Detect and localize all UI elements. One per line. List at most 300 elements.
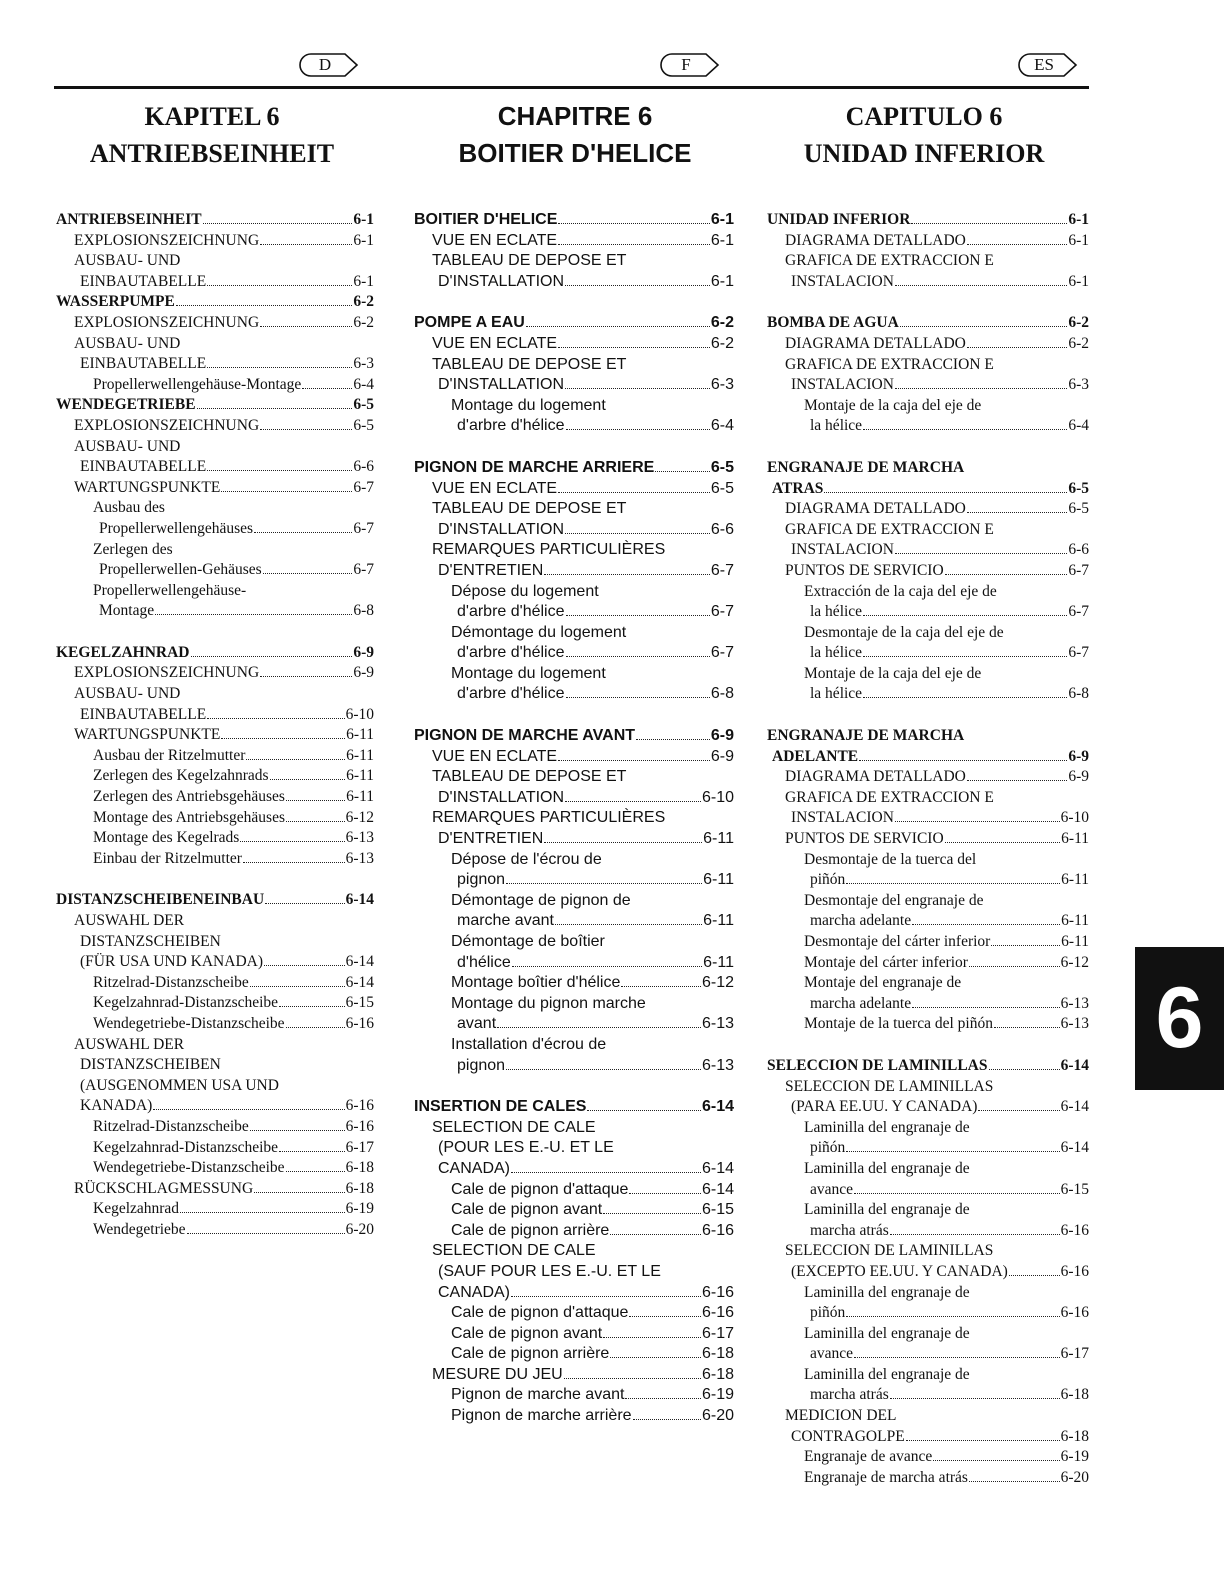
toc-entry <box>56 601 374 622</box>
section-gap <box>767 1035 1089 1056</box>
toc-entry <box>414 808 734 829</box>
toc-entry-page: 6-10 <box>345 705 374 723</box>
toc-entry-title: DISTANZSCHEIBENEINBAU <box>56 891 265 909</box>
toc-entry-title: REMARQUES PARTICULIÈRES <box>432 809 666 827</box>
toc-entry-title: Démontage du logement <box>451 623 627 641</box>
toc-entry-title: Wendegetriebe-Distanzscheibe <box>93 1159 285 1177</box>
toc-entry-page: 6-5 <box>710 479 734 497</box>
toc-entry <box>56 457 374 478</box>
toc-entry-title: Cale de pignon arrière <box>451 1221 610 1239</box>
toc-entry-title: (SAUF POUR LES E.-U. ET LE <box>438 1262 661 1280</box>
toc-entry <box>414 829 734 850</box>
dot-leader <box>565 388 710 389</box>
toc-entry-title: piñón <box>810 871 846 889</box>
dot-leader <box>1009 1275 1060 1276</box>
toc-entry <box>56 313 374 334</box>
toc-entry-title: AUSWAHL DER <box>74 1035 185 1053</box>
toc-entry-title: avant <box>457 1015 497 1033</box>
dot-leader <box>566 656 710 657</box>
toc-entry <box>767 416 1089 437</box>
toc-entry-page: 6-9 <box>353 664 374 682</box>
toc-entry-title: avance <box>810 1180 854 1198</box>
section-gap <box>414 437 734 458</box>
dot-leader <box>207 367 352 368</box>
toc-entry <box>414 1262 734 1283</box>
dot-leader <box>967 347 1067 348</box>
toc-entry-title: DIAGRAMA DETALLADO <box>785 334 966 352</box>
toc-entry-title: Wendegetriebe <box>93 1220 186 1238</box>
toc-entry <box>767 1406 1089 1427</box>
toc-entry-title: marcha adelante <box>810 912 912 930</box>
dot-leader <box>153 1109 344 1110</box>
toc-entry-title: INSTALACION <box>791 376 894 394</box>
toc-entry <box>414 911 734 932</box>
toc-entry-title: PUNTOS DE SERVICIO <box>785 830 944 848</box>
toc-entry <box>414 891 734 912</box>
toc-entry-title: MESURE DU JEU <box>432 1365 563 1383</box>
toc-entry-page: 6-19 <box>701 1386 734 1404</box>
toc-entry <box>56 519 374 540</box>
toc-entry <box>414 953 734 974</box>
toc-entry <box>767 1138 1089 1159</box>
toc-entry <box>767 334 1089 355</box>
dot-leader <box>279 1006 345 1007</box>
toc-entry <box>414 479 734 500</box>
toc-entry-title: marcha atrás <box>810 1221 889 1239</box>
toc-entry-title: VUE EN ECLATE <box>432 334 558 352</box>
toc-entry <box>414 664 734 685</box>
toc-entry-page: 6-1 <box>1068 272 1089 290</box>
chapter-number: CAPITULO 6 <box>845 102 1003 131</box>
dot-leader <box>270 779 346 780</box>
dot-leader <box>633 1419 701 1420</box>
toc-entry-page: 6-2 <box>353 313 374 331</box>
toc-entry-title: Desmontaje del cárter inferior <box>804 933 991 950</box>
toc-entry <box>767 1159 1089 1180</box>
toc-entry-page: 6-18 <box>701 1365 734 1383</box>
toc-entry-page: 6-1 <box>1068 211 1089 228</box>
toc-entry-page: 6-19 <box>1060 1448 1089 1466</box>
toc-entry-title: piñón <box>810 1139 846 1157</box>
language-badge-es <box>1017 52 1079 78</box>
toc-entry-title: VUE EN ECLATE <box>432 231 558 249</box>
toc-entry <box>767 870 1089 891</box>
toc-entry <box>414 1056 734 1077</box>
toc-entry <box>56 828 374 849</box>
toc-entry <box>56 334 374 355</box>
dot-leader <box>863 656 1067 657</box>
toc-entry-title: MEDICION DEL <box>785 1407 897 1425</box>
toc-entry-title: Laminilla del engranaje de <box>804 1118 970 1136</box>
toc-section-heading <box>414 458 734 479</box>
dot-leader <box>854 1193 1060 1194</box>
toc-entry-title: CANADA) <box>438 1283 511 1301</box>
dot-leader <box>254 532 352 533</box>
toc-entry <box>414 1014 734 1035</box>
toc-entry-title: INSTALACION <box>791 541 894 559</box>
toc-entry-title: EXPLOSIONSZEICHNUNG <box>74 416 260 434</box>
dot-leader <box>260 429 352 430</box>
toc-entry-title: piñón <box>810 1304 846 1322</box>
toc-entry-title: Ritzelrad-Distanzscheibe <box>93 973 249 991</box>
toc-entry-page: 6-11 <box>703 912 734 930</box>
toc-entry-page: 6-1 <box>710 272 734 290</box>
toc-entry-page: 6-3 <box>1068 376 1089 394</box>
toc-entry-title: RÜCKSCHLAGMESSUNG <box>74 1179 254 1197</box>
toc-entry <box>767 994 1089 1015</box>
toc-entry-page: 6-8 <box>353 602 374 620</box>
toc-entry-title: KEGELZAHNRAD <box>56 643 190 661</box>
toc-entry-title: WARTUNGSPUNKTE <box>74 478 221 496</box>
toc-entry <box>414 1200 734 1221</box>
toc-entry-title: Montaje de la caja del eje de <box>804 664 982 682</box>
toc-entry-title: Montage du logement <box>451 396 606 414</box>
toc-entry-title: Dépose du logement <box>451 582 599 600</box>
dot-leader <box>846 1151 1059 1152</box>
toc-entry <box>767 684 1089 705</box>
toc-entry <box>56 1179 374 1200</box>
toc-entry-page: 6-4 <box>353 375 374 393</box>
toc-entry <box>414 994 734 1015</box>
toc-entry <box>414 1241 734 1262</box>
toc-entry-page: 6-9 <box>710 727 734 745</box>
toc-entry-title: Propellerwellen-Gehäuses <box>99 561 262 579</box>
toc-entry-title: GRAFICA DE EXTRACCION E <box>785 355 994 373</box>
toc-section-heading <box>767 313 1089 334</box>
toc-entry <box>56 1158 374 1179</box>
toc-entry-title: la hélice <box>810 685 863 703</box>
toc-entry-title: DISTANZSCHEIBEN <box>80 932 221 950</box>
toc-entry-title: D'INSTALLATION <box>438 788 565 806</box>
toc-entry <box>767 911 1089 932</box>
toc-entry <box>767 643 1089 664</box>
toc-entry-title: WASSERPUMPE <box>56 293 175 311</box>
toc-entry <box>56 1117 374 1138</box>
toc-entry <box>56 272 374 293</box>
toc-entry-title: Zerlegen des Kegelzahnrads <box>93 767 269 785</box>
toc-entry <box>56 1014 374 1035</box>
dot-leader <box>629 1316 701 1317</box>
dot-leader <box>895 388 1067 389</box>
toc-entry-page: 6-7 <box>710 561 734 579</box>
toc-entry <box>414 1138 734 1159</box>
dot-leader <box>969 966 1060 967</box>
toc-entry-page: 6-17 <box>701 1324 734 1342</box>
toc-entry-title: (PARA EE.UU. Y CANADA) <box>791 1098 978 1116</box>
language-badge-fr <box>659 52 721 78</box>
toc-entry <box>767 767 1089 788</box>
toc-entry <box>767 623 1089 644</box>
toc-entry <box>767 664 1089 685</box>
toc-entry-title: INSTALACION <box>791 809 894 827</box>
toc-column-es <box>767 210 1089 1488</box>
dot-leader <box>603 1213 701 1214</box>
toc-entry-title: Desmontaje de la tuerca del <box>804 850 977 868</box>
toc-entry-title: ATRAS <box>772 479 824 497</box>
dot-leader <box>655 471 710 472</box>
toc-entry <box>767 1344 1089 1365</box>
toc-entry <box>767 561 1089 582</box>
toc-entry-page: 6-11 <box>1061 871 1089 889</box>
toc-entry <box>767 1262 1089 1283</box>
toc-section-heading <box>56 395 374 416</box>
toc-entry-title: Engranaje de marcha atrás <box>804 1468 968 1486</box>
section-gap <box>767 437 1089 458</box>
toc-entry-title: ANTRIEBSEINHEIT <box>56 211 202 228</box>
toc-entry <box>414 850 734 871</box>
toc-entry-page: 6-7 <box>1068 561 1089 579</box>
toc-entry-page: 6-18 <box>345 1159 374 1177</box>
dot-leader <box>191 656 353 657</box>
dot-leader <box>994 1027 1060 1028</box>
dot-leader <box>863 429 1067 430</box>
toc-entry <box>414 932 734 953</box>
chapter-number: KAPITEL 6 <box>144 102 280 131</box>
dot-leader <box>967 780 1067 781</box>
dot-leader <box>912 924 1060 925</box>
toc-entry <box>414 1035 734 1056</box>
toc-entry-title: (FÜR USA UND KANADA) <box>80 953 263 971</box>
toc-entry-title: GRAFICA DE EXTRACCION E <box>785 788 994 806</box>
toc-entry-page: 6-7 <box>710 603 734 621</box>
toc-entry-title: SELECTION DE CALE <box>432 1118 596 1136</box>
chapter-title-fr <box>405 98 745 172</box>
dot-leader <box>933 1460 1059 1461</box>
toc-section-heading <box>56 210 374 231</box>
badge-label: ES <box>1034 55 1054 74</box>
toc-entry <box>414 499 734 520</box>
toc-entry <box>56 540 374 561</box>
dot-leader <box>260 244 352 245</box>
toc-entry-title: (POUR LES E.-U. ET LE <box>438 1139 614 1157</box>
toc-entry <box>767 231 1089 252</box>
toc-entry-title: (EXCEPTO EE.UU. Y CANADA) <box>791 1262 1008 1280</box>
toc-entry-title: ADELANTE <box>772 747 859 765</box>
toc-entry <box>767 582 1089 603</box>
toc-column-fr <box>414 210 734 1427</box>
toc-entry-page: 6-6 <box>353 458 374 476</box>
dot-leader <box>566 615 710 616</box>
toc-entry-page: 6-16 <box>345 1097 374 1115</box>
toc-entry-title: UNIDAD INFERIOR <box>767 211 911 228</box>
toc-entry-title: TABLEAU DE DEPOSE ET <box>432 252 627 270</box>
dot-leader <box>945 574 1068 575</box>
dot-leader <box>989 1069 1060 1070</box>
toc-entry <box>767 1468 1089 1489</box>
toc-entry-page: 6-2 <box>1068 334 1089 352</box>
toc-entry-title: D'INSTALLATION <box>438 520 565 538</box>
toc-entry-title: Ausbau der Ritzelmutter <box>93 746 246 764</box>
toc-section-heading <box>56 292 374 313</box>
dot-leader <box>945 842 1061 843</box>
section-gap <box>56 869 374 890</box>
toc-entry <box>414 623 734 644</box>
toc-entry-title: D'ENTRETIEN <box>438 561 544 579</box>
dot-leader <box>279 1151 345 1152</box>
toc-entry-page: 6-2 <box>353 293 374 311</box>
toc-entry <box>767 272 1089 293</box>
dot-leader <box>187 1233 345 1234</box>
dot-leader <box>286 1171 345 1172</box>
toc-entry-title: DIAGRAMA DETALLADO <box>785 768 966 786</box>
dot-leader <box>155 614 352 615</box>
dot-leader <box>221 738 345 739</box>
toc-entry-page: 6-16 <box>701 1283 734 1301</box>
dot-leader <box>900 326 1068 327</box>
toc-entry <box>414 231 734 252</box>
dot-leader <box>511 1296 701 1297</box>
toc-entry-page: 6-15 <box>345 994 374 1012</box>
toc-entry-page: 6-11 <box>1061 830 1089 848</box>
toc-entry <box>56 746 374 767</box>
toc-entry <box>56 251 374 272</box>
toc-entry-title: Laminilla del engranaje de <box>804 1201 970 1219</box>
toc-entry <box>767 396 1089 417</box>
dot-leader <box>250 986 345 987</box>
dot-leader <box>265 903 344 904</box>
dot-leader <box>625 1398 701 1399</box>
toc-entry <box>767 788 1089 809</box>
toc-entry-title: Cale de pignon avant <box>451 1201 603 1219</box>
dot-leader <box>558 347 710 348</box>
toc-entry-page: 6-16 <box>701 1304 734 1322</box>
toc-entry-title: EXPLOSIONSZEICHNUNG <box>74 313 260 331</box>
toc-entry-page: 6-2 <box>1068 314 1089 332</box>
toc-entry-title: la hélice <box>810 603 863 621</box>
toc-entry <box>414 375 734 396</box>
toc-entry <box>56 375 374 396</box>
toc-entry-title: ENGRANAJE DE MARCHA <box>767 458 965 476</box>
dot-leader <box>506 883 702 884</box>
section-gap <box>767 705 1089 726</box>
toc-entry <box>56 1138 374 1159</box>
toc-entry-page: 6-11 <box>346 726 374 744</box>
toc-entry-title: d'arbre d'hélice <box>457 685 565 703</box>
dot-leader <box>558 760 710 761</box>
toc-entry-page: 6-5 <box>1068 479 1089 497</box>
chapter-name: ANTRIEBSEINHEIT <box>89 139 335 168</box>
toc-entry <box>56 560 374 581</box>
dot-leader <box>558 244 710 245</box>
toc-entry-title: DIAGRAMA DETALLADO <box>785 231 966 249</box>
dot-leader <box>506 1069 701 1070</box>
toc-entry <box>414 767 734 788</box>
toc-entry-title: PIGNON DE MARCHE AVANT <box>414 727 636 745</box>
toc-section-heading <box>767 726 1089 747</box>
dot-leader <box>991 945 1060 946</box>
toc-entry-title: CONTRAGOLPE <box>791 1427 905 1445</box>
toc-entry-title: pignon <box>457 1056 506 1074</box>
toc-entry-title: d'arbre d'hélice <box>457 417 565 435</box>
toc-entry <box>767 973 1089 994</box>
toc-entry-title: GRAFICA DE EXTRACCION E <box>785 520 994 538</box>
toc-entry <box>414 396 734 417</box>
toc-entry-title: Dépose de l'écrou de <box>451 850 602 868</box>
toc-entry-title: Montaje del engranaje de <box>804 974 962 992</box>
dot-leader <box>207 470 352 471</box>
toc-entry-title: d'arbre d'hélice <box>457 644 565 662</box>
dot-leader <box>254 1192 344 1193</box>
section-gap <box>414 292 734 313</box>
toc-entry <box>56 766 374 787</box>
toc-entry <box>767 1118 1089 1139</box>
toc-entry-page: 6-11 <box>346 746 374 764</box>
toc-entry <box>56 1035 374 1056</box>
dot-leader <box>906 1440 1060 1441</box>
toc-entry <box>414 1365 734 1386</box>
toc-entry <box>767 891 1089 912</box>
toc-entry <box>767 808 1089 829</box>
toc-entry-title: Cale de pignon d'attaque <box>451 1304 629 1322</box>
toc-entry-title: Wendegetriebe-Distanzscheibe <box>93 1014 285 1032</box>
toc-entry-title: BOMBA DE AGUA <box>767 314 899 332</box>
toc-entry-title: Propellerwellengehäuses <box>99 519 254 537</box>
toc-entry-page: 6-16 <box>701 1221 734 1239</box>
badge-label: F <box>681 55 691 74</box>
dot-leader <box>566 429 710 430</box>
dot-leader <box>260 676 352 677</box>
toc-entry <box>767 1324 1089 1345</box>
toc-entry-title: Einbau der Ritzelmutter <box>93 849 242 867</box>
toc-section-heading <box>767 479 1089 500</box>
toc-entry-title: EXPLOSIONSZEICHNUNG <box>74 231 260 249</box>
toc-entry-title: Montage des Antriebsgehäuses <box>93 808 285 826</box>
toc-entry-page: 6-19 <box>345 1200 374 1218</box>
toc-entry-page: 6-13 <box>345 829 374 847</box>
toc-entry <box>414 416 734 437</box>
toc-entry-page: 6-12 <box>1060 953 1089 971</box>
toc-entry-page: 6-1 <box>353 211 374 228</box>
toc-entry-page: 6-11 <box>346 767 374 785</box>
toc-entry-title: la hélice <box>810 644 863 662</box>
toc-entry-page: 6-7 <box>353 561 374 579</box>
toc-entry <box>56 808 374 829</box>
toc-entry-title: D'INSTALLATION <box>438 376 565 394</box>
toc-entry-title: Montage des Kegelrads <box>93 829 240 847</box>
toc-entry-page: 6-16 <box>345 1117 374 1135</box>
toc-entry-page: 6-18 <box>345 1179 374 1197</box>
toc-entry-title: Laminilla del engranaje de <box>804 1365 970 1383</box>
dot-leader <box>566 697 710 698</box>
toc-entry-title: Kegelzahnrad-Distanzscheibe <box>93 994 279 1012</box>
toc-entry-page: 6-1 <box>710 211 734 228</box>
toc-entry-title: Propellerwellengehäuse- <box>93 581 247 599</box>
toc-entry-page: 6-7 <box>353 519 374 537</box>
toc-entry <box>56 1076 374 1097</box>
toc-entry <box>414 1118 734 1139</box>
toc-entry-title: Montaje del cárter inferior <box>804 953 968 971</box>
toc-entry-page: 6-6 <box>1068 541 1089 559</box>
dot-leader <box>912 1007 1059 1008</box>
toc-entry <box>767 251 1089 272</box>
toc-entry-title: Zerlegen des <box>93 540 173 558</box>
toc-entry-title: GRAFICA DE EXTRACCION E <box>785 252 994 270</box>
dot-leader <box>967 512 1067 513</box>
toc-entry <box>56 1220 374 1241</box>
toc-entry <box>414 520 734 541</box>
toc-entry-title: KANADA) <box>80 1097 153 1115</box>
dot-leader <box>555 924 702 925</box>
toc-entry-title: EINBAUTABELLE <box>80 355 207 373</box>
toc-entry <box>767 1014 1089 1035</box>
toc-entry-title: PIGNON DE MARCHE ARRIERE <box>414 458 655 476</box>
toc-entry-page: 6-1 <box>710 231 734 249</box>
toc-entry-page: 6-9 <box>1068 768 1089 786</box>
dot-leader <box>565 285 710 286</box>
dot-leader <box>263 573 353 574</box>
toc-entry-page: 6-11 <box>703 871 734 889</box>
dot-leader <box>558 492 710 493</box>
